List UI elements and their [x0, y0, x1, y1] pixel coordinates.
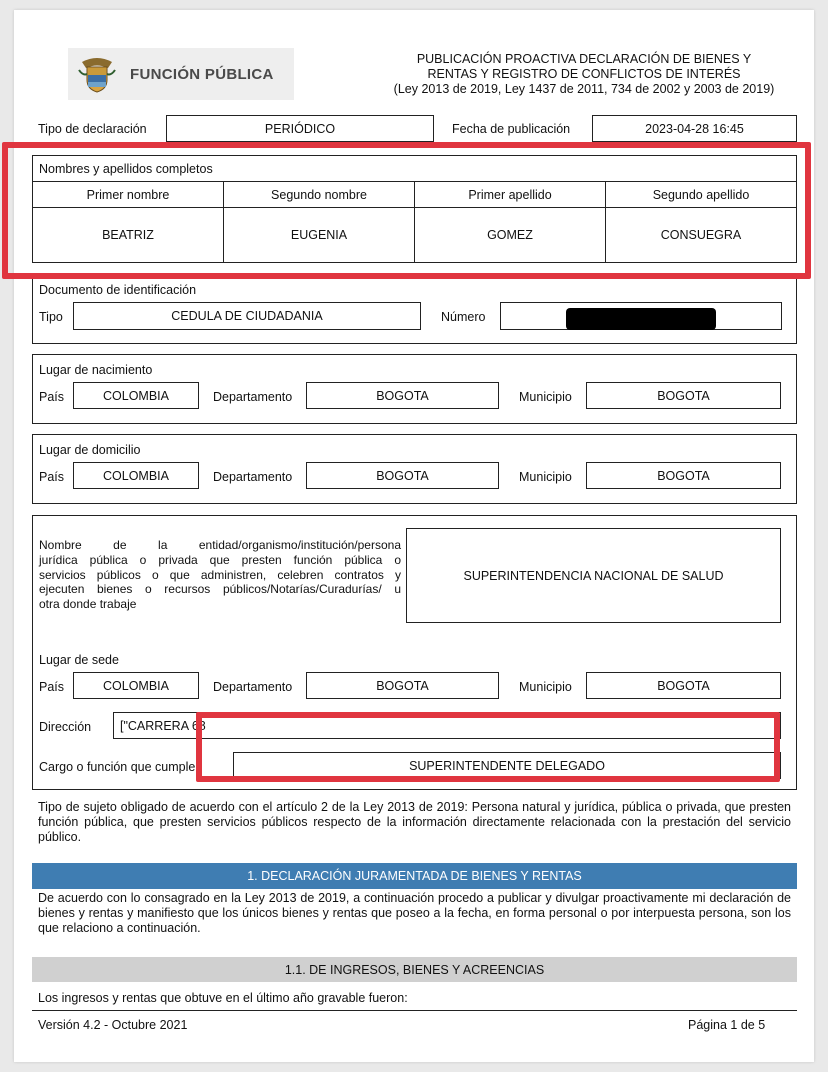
- seat-section-label: Lugar de sede: [39, 653, 119, 667]
- entity-description: [39, 538, 401, 612]
- birth-country-label: País: [39, 390, 65, 404]
- publication-date-label: Fecha de publicación: [452, 122, 571, 136]
- document-number-label: Número: [441, 310, 486, 324]
- entity-description-line: Nombre de la entidad/organismo/institución/persona: [39, 538, 401, 552]
- entity-description-line: servicios públicos o que administren, celebren contratos y: [39, 567, 401, 582]
- footer-version: Versión 4.2 - Octubre 2021: [38, 1018, 188, 1032]
- document-type-label: Tipo: [39, 310, 63, 324]
- redaction-mark: [566, 308, 716, 330]
- birth-department-label: Departamento: [213, 390, 293, 404]
- birth-city-label: Municipio: [519, 390, 572, 404]
- position-highlight-box: [196, 712, 780, 782]
- residence-section-label: Lugar de domicilio: [39, 443, 141, 457]
- seat-country-label: País: [39, 680, 65, 694]
- first-surname-value: GOMEZ: [415, 208, 606, 262]
- second-surname-value: CONSUEGRA: [660, 228, 742, 242]
- seat-country-field: COLOMBIA: [73, 672, 199, 699]
- logo-text: FUNCIÓN PÚBLICA: [130, 66, 274, 83]
- names-highlight-box: [2, 142, 811, 279]
- entity-description-line: jurídica pública o privada que presten función pública o: [39, 552, 401, 567]
- residence-city-field: BOGOTA: [586, 462, 781, 489]
- first-name-header: Primer nombre: [33, 182, 224, 207]
- position-label: Cargo o función que cumple: [39, 760, 196, 774]
- birthplace-section-label: Lugar de nacimiento: [39, 363, 153, 377]
- address-field: ["CARRERA 68: [113, 712, 781, 739]
- residence-department-label: Departamento: [213, 470, 293, 484]
- birth-country-field: COLOMBIA: [73, 382, 199, 409]
- names-section-label: Nombres y apellidos completos: [39, 162, 213, 176]
- position-field: SUPERINTENDENTE DELEGADO: [233, 752, 781, 779]
- title-line: RENTAS Y REGISTRO DE CONFLICTOS DE INTERÉS: [427, 67, 741, 81]
- divider: [32, 1010, 797, 1011]
- seat-city-field: BOGOTA: [586, 672, 781, 699]
- section-1-text: De acuerdo con lo consagrado en la Ley 2013 de 2019, a continuación procedo a publicar y divulgar proactivamente mi declaración de bienes y rentas y manifiesto que los únicos bienes y rentas que poseo a la fecha, en forma personal o por interpuesta persona, son los que relaciono a continuación.: [38, 891, 791, 935]
- footer-page-number: Página 1 de 5: [688, 1018, 766, 1032]
- address-label: Dirección: [39, 720, 92, 734]
- entity-description-line: ejecuten bienes o recursos públicos/Notarías/Curadurías/ u: [39, 582, 401, 597]
- declaration-type-field: PERIÓDICO: [166, 115, 434, 142]
- seat-department-label: Departamento: [213, 680, 293, 694]
- seat-department-field: BOGOTA: [306, 672, 499, 699]
- second-name-header: Segundo nombre: [224, 182, 415, 207]
- second-surname-header: Segundo apellido: [652, 187, 750, 202]
- publication-date-field: 2023-04-28 16:45: [592, 115, 797, 142]
- section-1-1-text: Los ingresos y rentas que obtuve en el último año gravable fueron:: [38, 991, 408, 1005]
- second-name-value: EUGENIA: [224, 208, 415, 262]
- identification-section-label: Documento de identificación: [39, 283, 197, 297]
- section-1-header: 1. DECLARACIÓN JURAMENTADA DE BIENES Y RENTAS: [32, 863, 797, 889]
- title-line: (Ley 2013 de 2019, Ley 1437 de 2011, 734 de 2002 y 2003 de 2019): [393, 82, 775, 96]
- birth-department-field: BOGOTA: [306, 382, 499, 409]
- subject-type-text: Tipo de sujeto obligado de acuerdo con el artículo 2 de la Ley 2013 de 2019: Persona natural y jurídica, pública o privada, que presten función pública, que presten servicios públicos respecto de la información directamente relacionada con la prestación del servicio público.: [38, 800, 791, 844]
- birth-city-field: BOGOTA: [586, 382, 781, 409]
- publication-title: [374, 52, 794, 97]
- section-1-1-header: 1.1. DE INGRESOS, BIENES Y ACREENCIAS: [32, 957, 797, 982]
- residence-country-field: COLOMBIA: [73, 462, 199, 489]
- declaration-type-label: Tipo de declaración: [38, 122, 147, 136]
- entity-name-field: SUPERINTENDENCIA NACIONAL DE SALUD: [406, 528, 781, 623]
- residence-city-label: Municipio: [519, 470, 572, 484]
- title-line: PUBLICACIÓN PROACTIVA DECLARACIÓN DE BIENES Y: [416, 52, 752, 66]
- birthplace-section: [32, 354, 797, 424]
- residence-section: [32, 434, 797, 504]
- document-type-field: CEDULA DE CIUDADANIA: [73, 302, 421, 330]
- residence-department-field: BOGOTA: [306, 462, 499, 489]
- entity-description-line: otra donde trabaje: [39, 597, 137, 612]
- first-name-value: BEATRIZ: [33, 208, 224, 262]
- residence-country-label: País: [39, 470, 65, 484]
- coat-of-arms-icon: [78, 54, 116, 94]
- seat-city-label: Municipio: [519, 680, 572, 694]
- first-surname-header: Primer apellido: [415, 182, 606, 207]
